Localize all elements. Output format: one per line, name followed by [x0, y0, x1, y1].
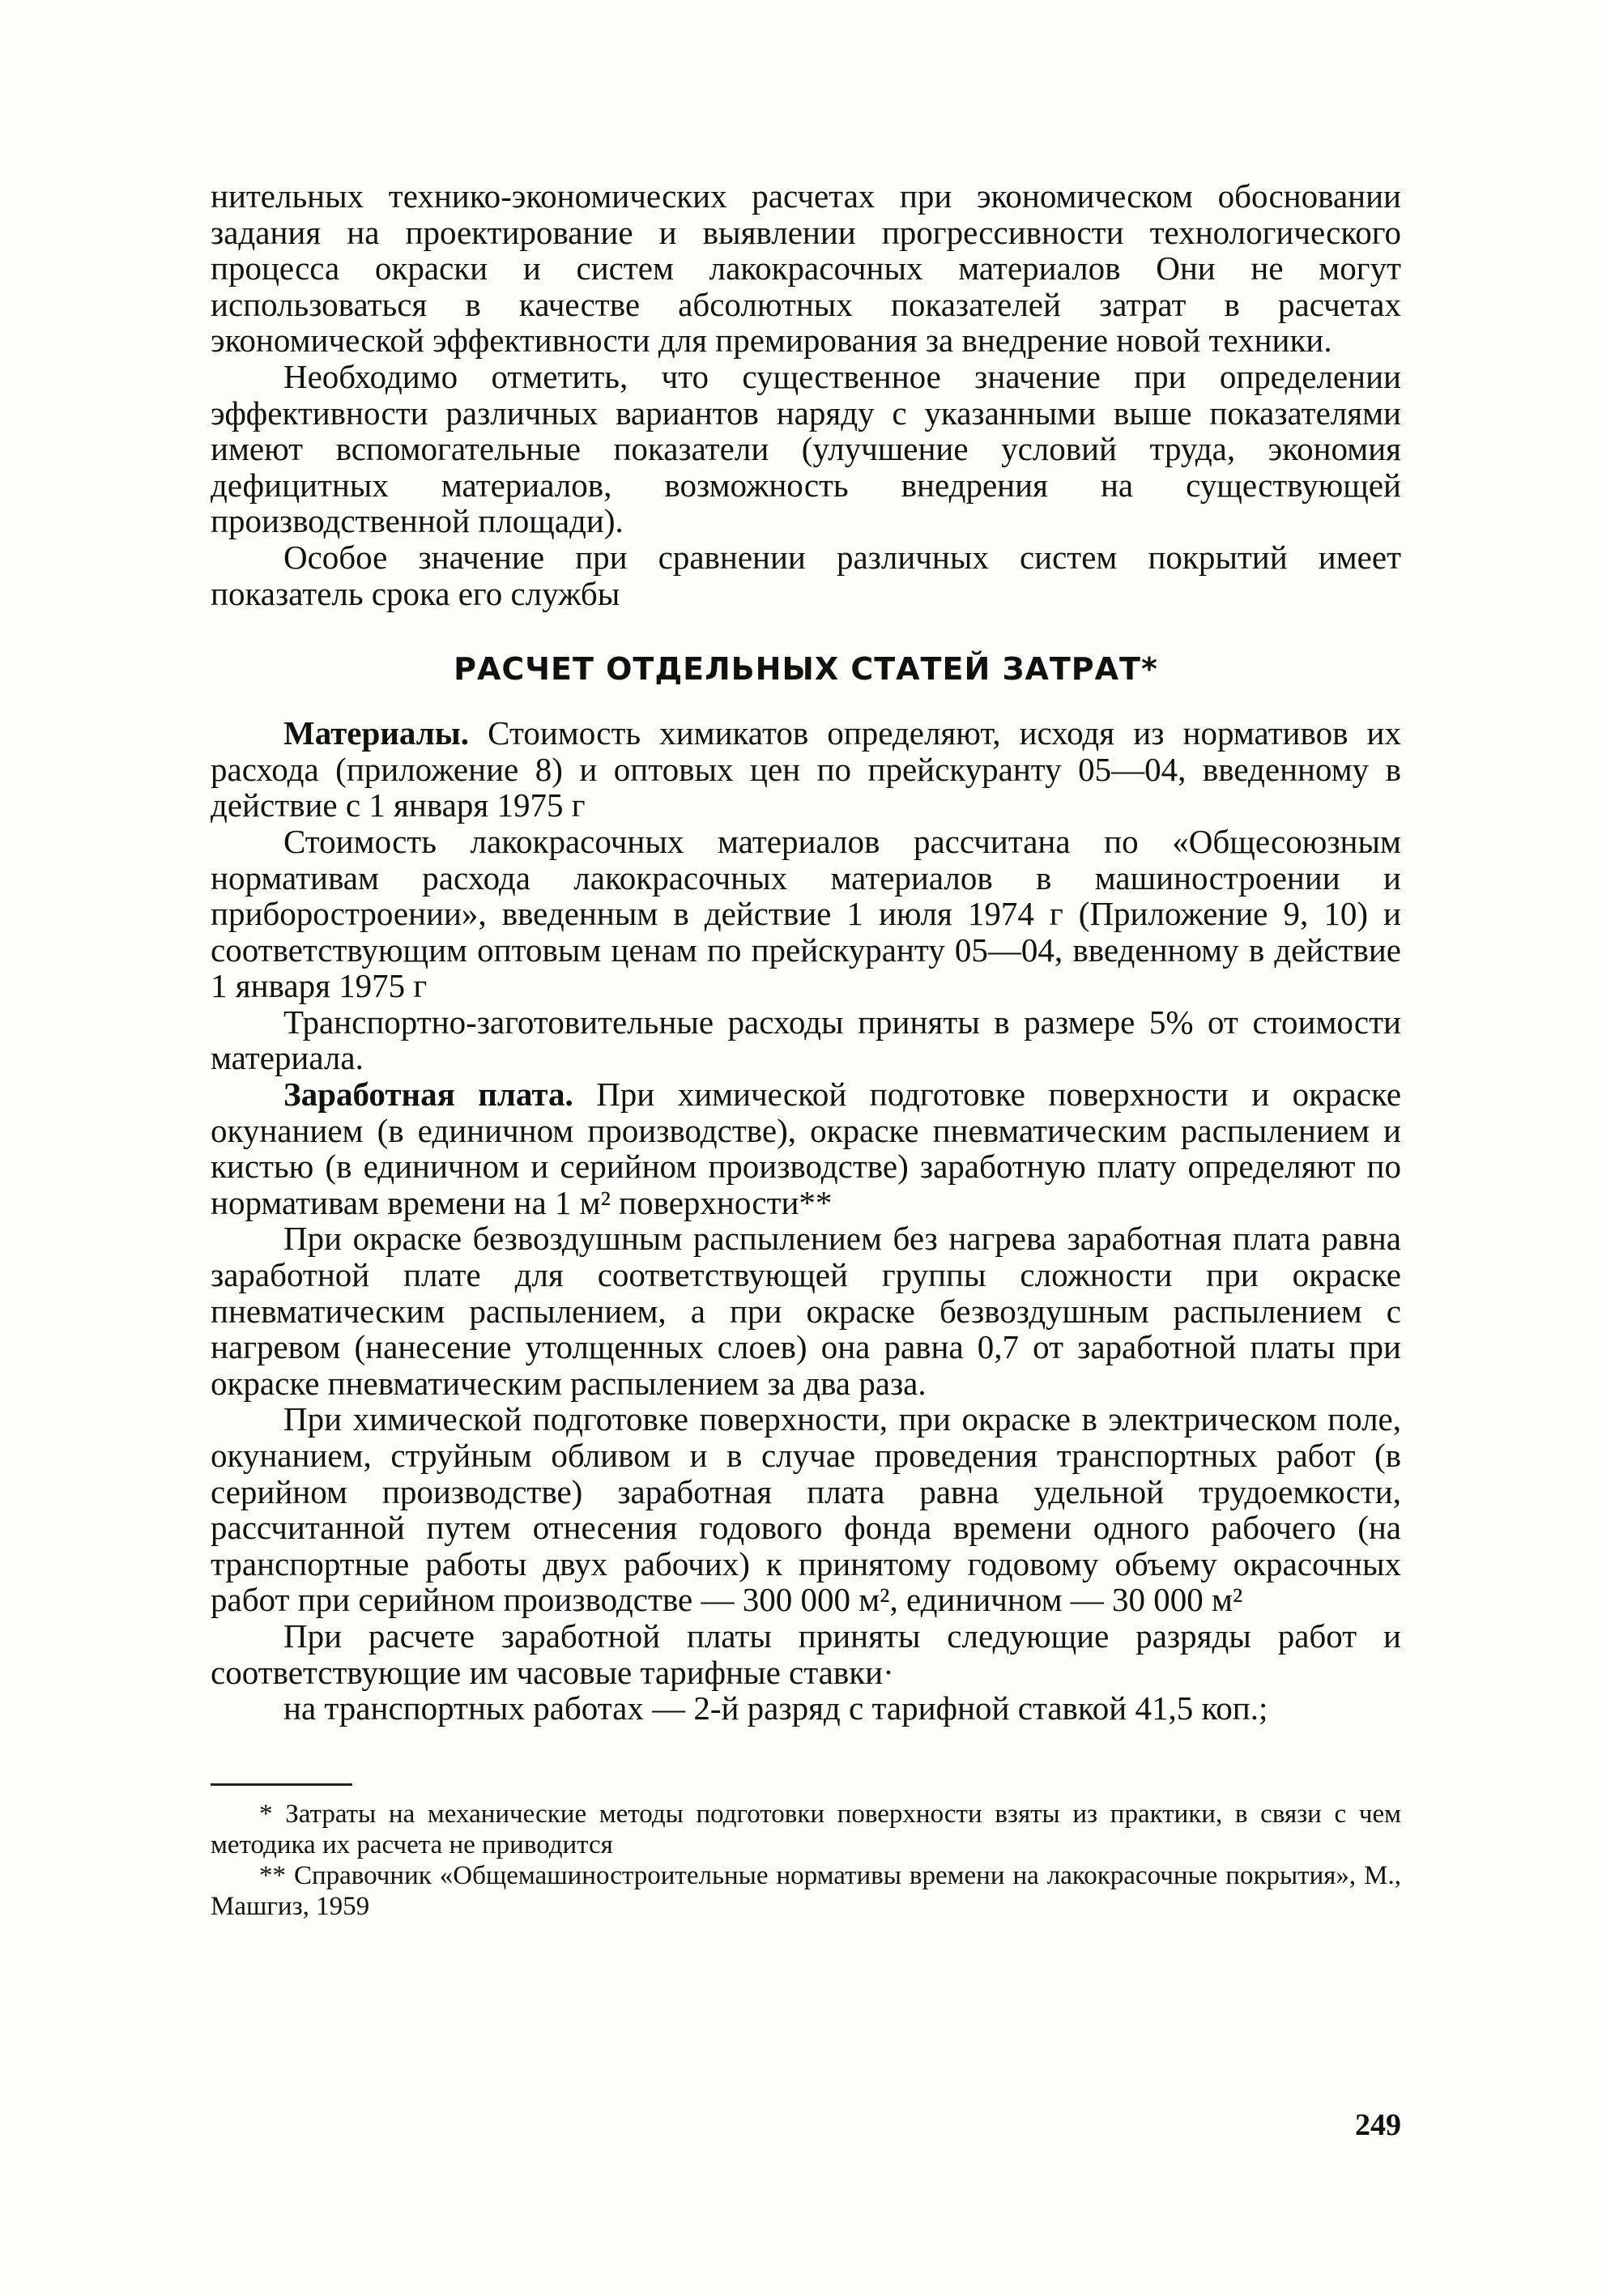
- paragraph-materials-lead: Материалы.: [283, 714, 470, 752]
- paragraph-service-life: Особое значение при сравнении различных систем покрытий имеет показатель срока его службы: [211, 538, 1401, 612]
- paragraph-wages: [211, 1076, 1401, 1220]
- footnote-2: ** Справочник «Общемашиностроительные нормативы времени на лакокрасочные покрытия», М., Машгиз, 1959: [211, 1860, 1401, 1921]
- paragraph-wages-lead: Заработная плата.: [283, 1076, 573, 1114]
- paragraph-chemical-preparation: При химической подготовке поверхности, при окраске в электрическом поле, окунанием, струйным обливом и в случае проведения транспортных работ (в серийном производстве) заработная плата равна удельной трудоемкости, рассчитанной путем отнесения годового фонда времени одного рабочего (на транспортные работы двух рабочих) к принятому годовому объему окрасочных работ при серийном производстве — 300 000 м², единичном — 30 000 м²: [211, 1400, 1401, 1619]
- text-column: [211, 178, 1401, 1922]
- paragraph-tariff-grades: При расчете заработной платы приняты следующие разряды работ и соответствующие им часовые тарифные ставки·: [211, 1617, 1401, 1691]
- paragraph-transport-costs: Транспортно-заготовительные расходы приняты в размере 5% от стоимости материала.: [211, 1003, 1401, 1077]
- paragraph-wages-text: При химической подготовке поверхности и окраске окунанием (в единичном производстве), окраске пневматическим распылением и кистью (в единичном и серийном производстве) заработную плату определяют по нормативам времени на 1 м² поверхности**: [211, 1076, 1402, 1221]
- paragraph-auxiliary-indicators: Необходимо отметить, что существенное значение при определении эффективности различных вариантов наряду с указанными выше показателями имеют вспомогательные показатели (улучшение условий труда, экономия дефицитных материалов, возможность внедрения на существующей производственной площади).: [211, 357, 1401, 540]
- section-heading: РАСЧЕТ ОТДЕЛЬНЫХ СТАТЕЙ ЗАТРАТ*: [454, 651, 1158, 688]
- footnote-divider: [211, 1783, 352, 1786]
- paragraph-continuation: нительных технико-экономических расчетах при экономическом обосновании задания на проектирование и выявлении прогрессивности технологического процесса окраски и систем лакокрасочных материалов Они не могут использоваться в качестве абсолютных показателей затрат в расчетах экономической эффективности для премирования за внедрение новой техники.: [211, 177, 1401, 360]
- paragraph-paint-cost: Стоимость лакокрасочных материалов рассчитана по «Общесоюзным нормативам расхода лакокрасочных материалов в машиностроении и приборостроении», введенным в действие 1 июля 1974 г (Приложение 9, 10) и соответствующим оптовым ценам по прейскуранту 05—04, введенному в действие 1 января 1975 г: [211, 822, 1401, 1005]
- page-number: 249: [1355, 2108, 1401, 2142]
- paragraph-materials: [211, 715, 1401, 824]
- footnote-1: * Затраты на механические методы подготовки поверхности взяты из практики, в связи с чем методика их расчета не приводится: [211, 1799, 1401, 1859]
- footnotes: [211, 1799, 1401, 1922]
- paragraph-materials-text: Стоимость химикатов определяют, исходя из нормативов их расхода (приложение 8) и оптовых цен по прейскуранту 05—04, введенному в действие с 1 января 1975 г: [211, 714, 1401, 824]
- paragraph-airless-spraying: При окраске безвоздушным распылением без нагрева заработная плата равна заработной плате для соответствующей группы сложности при окраске пневматическим распылением, а при окраске безвоздушным распылением с нагревом (нанесение утолщенных слоев) она равна 0,7 от заработной платы при окраске пневматическим распылением за два раза.: [211, 1220, 1401, 1402]
- paragraph-transport-grade: на транспортных работах — 2-й разряд с тарифной ставкой 41,5 коп.;: [283, 1689, 1268, 1727]
